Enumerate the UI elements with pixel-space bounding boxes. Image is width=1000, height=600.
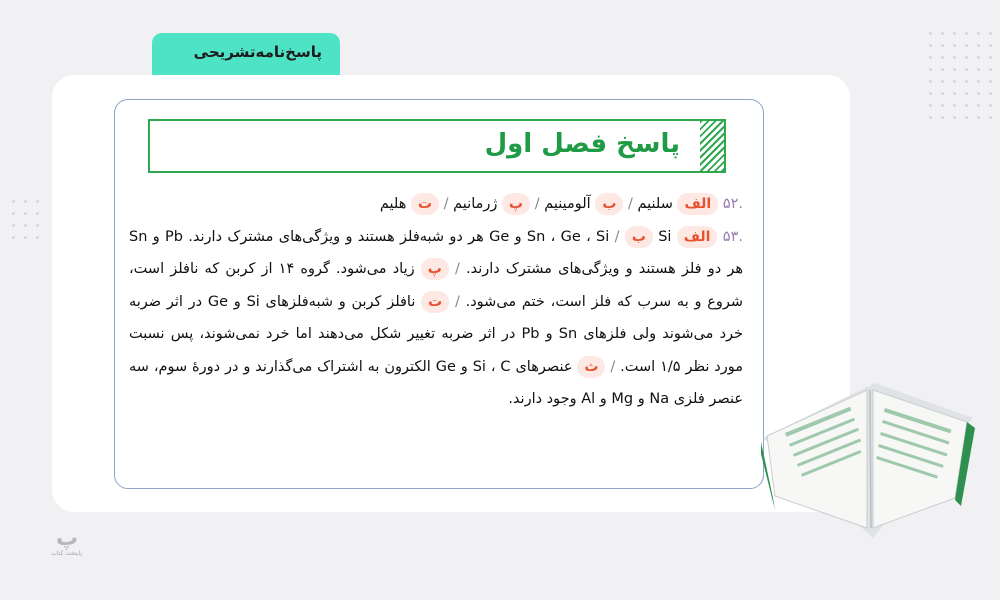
option-badge: پ <box>502 193 530 215</box>
option-badge: ث <box>577 356 605 378</box>
header-hatch-decoration <box>700 121 724 171</box>
option-text: نافلز کربن و شبه‌فلزهای Si و Ge در اثر ضربه خرد می‌شوند ولی فلزهای Sn و Pb در اثر ضربه تغییر شکل می‌دهند اما خرد نمی‌شوند، پس نسبت مورد نظر ۱/۵ است. <box>129 293 744 375</box>
chapter-header <box>148 119 726 173</box>
option-badge: ب <box>625 226 653 248</box>
option-text: زیاد می‌شود. گروه ۱۴ از کربن که نافلز است، شروع و به سرب که فلز است، ختم می‌شود. <box>129 261 744 310</box>
option-text: Si و Ge هر دو شبه‌فلز هستند و ویژگی‌های مشترک دارند. Pb و Sn هر دو فلز هستند و ویژگی‌های مشترک دارند. <box>129 228 743 277</box>
content-card <box>52 75 850 512</box>
option-text: هلیم <box>379 196 407 212</box>
answer-text <box>129 188 743 416</box>
option-badge: الف <box>677 193 718 215</box>
option-badge: الف <box>677 226 718 248</box>
option-badge: ب <box>595 193 623 215</box>
option-text: عنصرهای Si ، C و Ge الکترون به اشتراک می‌گذارند و در دورهٔ سوم، سه عنصر فلزی Na و Mg و Al وجود دارند. <box>129 358 743 407</box>
question-number: .۵۳ <box>722 228 743 245</box>
option-text: آلومینیم <box>544 196 591 212</box>
question-number: .۵۲ <box>722 196 743 212</box>
decor-dots-right <box>929 32 992 119</box>
answer-key-tab <box>152 33 340 75</box>
option-text: ژرمانیم <box>453 196 498 212</box>
option-text: سلنیم <box>637 196 673 212</box>
option-badge: ت <box>411 193 439 215</box>
brand-mark-icon: پ <box>55 526 79 551</box>
chapter-title: پاسخ فصل اول <box>484 129 680 159</box>
open-book-illustration <box>755 378 980 553</box>
answer-52: .۵۲ الف سلنیم / ب آلومینیم / پ ژرمانیم / ت هلیم <box>129 188 743 221</box>
brand-caption: پایتخت کتاب <box>51 550 82 557</box>
option-badge: پ <box>421 258 449 280</box>
answer-53: .۵۳ الف Sn ، Ge ، Si / ب Si و Ge هر دو شبه‌فلز هستند و ویژگی‌های مشترک دارند. Pb و Sn هر دو فلز هستند و ویژگی‌های مشترک دارند. / پ زیاد می‌شود. گروه ۱۴ از کربن که نافلز است، شروع و به سرب که فلز است، ختم می‌شود. / ت نافلز کربن و شبه‌فلزهای Si و Ge در اثر ضربه خرد می‌شوند ولی فلزهای Sn و Pb در اثر ضربه تغییر شکل می‌دهند اما خرد نمی‌شوند، پس نسبت مورد نظر ۱/۵ است. / ث عنصرهای Si ، C و Ge الکترون به اشتراک می‌گذارند و در دورهٔ سوم، سه عنصر فلزی Na و Mg و Al وجود دارند. <box>129 221 743 416</box>
option-badge: ت <box>421 291 449 313</box>
decor-dots-left <box>12 200 39 239</box>
brand-logo <box>52 528 82 557</box>
answer-key-tab-label: پاسخ‌نامه‌تشریحی <box>193 43 322 61</box>
answer-box <box>114 99 764 489</box>
option-text: Sn ، Ge ، Si <box>526 228 610 245</box>
